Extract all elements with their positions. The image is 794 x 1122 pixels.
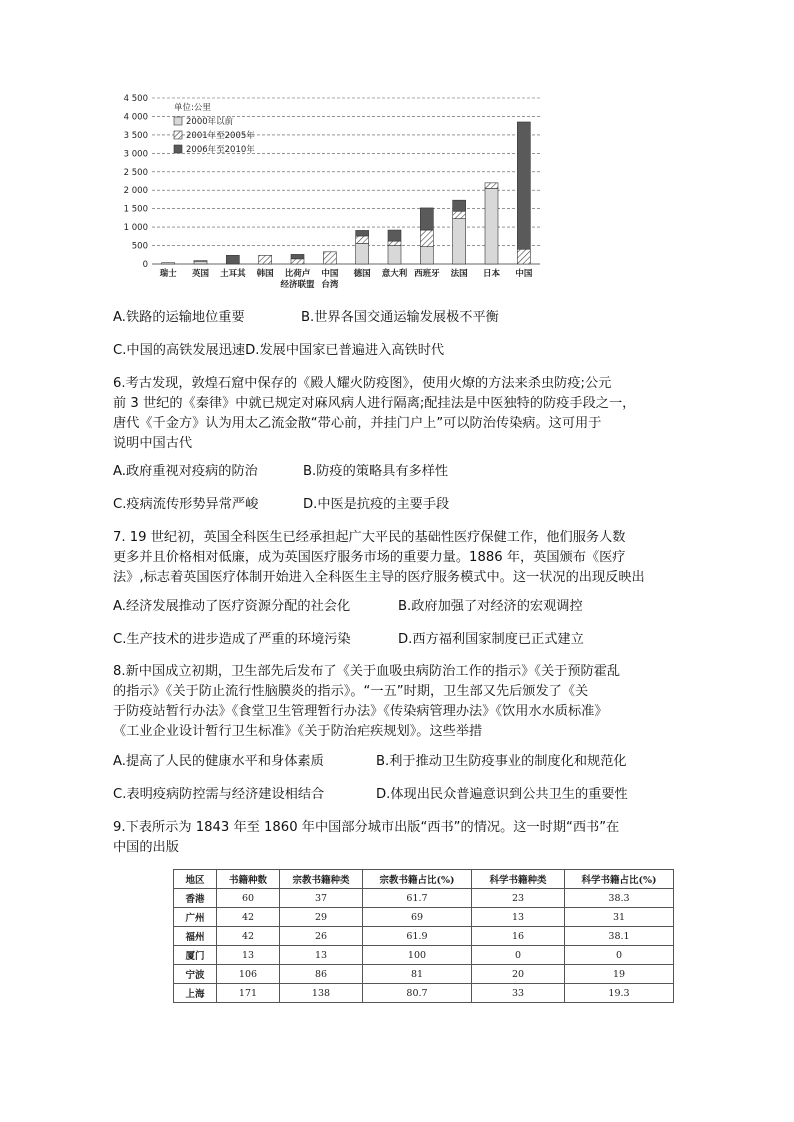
bar-segment [388, 230, 401, 241]
table-cell: 138 [280, 984, 363, 1003]
y-tick-label: 4 500 [123, 94, 148, 104]
legend-swatch-1 [174, 117, 182, 125]
legend-label-1: 2000年以前 [186, 117, 234, 127]
q6-option-c[interactable]: C.疫病流传形势异常严峻 [113, 497, 259, 512]
y-tick-label: 1 500 [123, 204, 148, 215]
table-cell: 80.7 [363, 984, 472, 1003]
y-tick-label: 0 [142, 260, 148, 270]
q7-stem-line1: 7. 19 世纪初，英国全科医生已经承担起广大平民的基础性医疗保健工作，他们服务人数 [113, 530, 626, 545]
bar-segment [485, 188, 498, 264]
x-tick-label: 英国 [191, 269, 210, 279]
chart-unit-label: 单位:公里 [174, 103, 211, 113]
bar-segment [453, 211, 466, 218]
q7-option-a[interactable]: A.经济发展推动了医疗资源分配的社会化 [113, 599, 351, 614]
q5-option-b[interactable]: B.世界各国交通运输发展极不平衡 [301, 310, 499, 325]
q6-option-a[interactable]: A.政府重视对疫病的防治 [113, 464, 258, 479]
table-cell: 0 [472, 946, 565, 965]
table-row [174, 946, 674, 965]
table-row [174, 889, 674, 908]
table-cell: 33 [472, 984, 565, 1003]
q6-option-d[interactable]: D.中医是抗疫的主要手段 [303, 497, 450, 512]
q8-stem-line2: 的指示》《关于防止流行性脑膜炎的指示》。“一五”时期，卫生部又先后颁发了《关 [113, 684, 589, 699]
q7-option-b[interactable]: B.政府加强了对经济的宏观调控 [398, 599, 583, 614]
table-cell: 13 [472, 908, 565, 927]
x-tick-label: 中国 [321, 269, 339, 279]
q7-stem-line3: 法》,标志着英国医疗体制开始进入全科医生主导的医疗服务模式中。这一状况的出现反映出 [113, 570, 645, 585]
bar-segment [388, 241, 401, 245]
table-cell: 100 [363, 946, 472, 965]
q8-options-row2 [113, 785, 628, 805]
bar-segment [517, 249, 530, 264]
railway-chart [110, 88, 550, 298]
q8-stem-line1: 8.新中国成立初期，卫生部先后发布了《关于血吸虫病防治工作的指示》《关于预防霍乱 [113, 664, 621, 679]
x-tick-label: 法国 [450, 269, 468, 279]
table-header-cell: 书籍种数 [217, 870, 280, 889]
x-tick-label: 日本 [482, 269, 501, 279]
bar-segment [356, 243, 369, 264]
bar-segment [388, 246, 401, 264]
x-tick-label: 比荷卢 [284, 269, 311, 279]
table-cell: 20 [472, 965, 565, 984]
y-tick-label: 4 000 [123, 112, 148, 123]
q8-option-b[interactable]: B.利于推动卫生防疫事业的制度化和规范化 [376, 754, 627, 769]
bar-segment [420, 247, 433, 264]
q8-option-c[interactable]: C.表明疫病防控需与经济建设相结合 [113, 787, 325, 802]
x-tick-label: 经济联盟 [280, 280, 315, 290]
q6-options-row2 [113, 495, 449, 515]
x-tick-label: 中国 [515, 269, 533, 279]
table-cell: 16 [472, 927, 565, 946]
q5-option-c[interactable]: C.中国的高铁发展迅速 [113, 343, 246, 358]
q8-option-a[interactable]: A.提高了人民的健康水平和身体素质 [113, 754, 324, 769]
table-cell: 厦门 [174, 946, 217, 965]
q5-options-row2 [113, 341, 444, 361]
table-cell: 19.3 [565, 984, 674, 1003]
table-cell: 37 [280, 889, 363, 908]
q8-option-d[interactable]: D.体现出民众普遍意识到公共卫生的重要性 [376, 787, 628, 802]
table-cell: 61.9 [363, 927, 472, 946]
table-cell: 上海 [174, 984, 217, 1003]
y-tick-label: 500 [131, 241, 148, 252]
table-cell: 38.1 [565, 927, 674, 946]
q6-options-row1 [113, 462, 448, 482]
table-cell: 106 [217, 965, 280, 984]
y-tick-label: 2 500 [123, 167, 148, 178]
bar-segment [291, 254, 304, 258]
q7-option-c[interactable]: C.生产技术的进步造成了严重的环境污染 [113, 632, 351, 647]
table-cell: 171 [217, 984, 280, 1003]
y-tick-label: 1 000 [123, 223, 148, 234]
table-header-cell: 宗教书籍种类 [280, 870, 363, 889]
table-cell: 86 [280, 965, 363, 984]
bar-segment [194, 260, 207, 261]
table-cell: 13 [280, 946, 363, 965]
table-row [174, 984, 674, 1003]
bar-segment [323, 252, 336, 264]
publication-table [173, 869, 674, 1003]
legend-label-3: 2006年至2010年 [186, 145, 255, 155]
q6-stem-line3: 唐代《千金方》认为用太乙流金散“带心前，并挂门户上”可以防治传染病。这可用于 [113, 416, 602, 431]
x-tick-label: 德国 [353, 269, 371, 279]
x-tick-label: 瑞士 [159, 269, 177, 279]
legend-swatch-3 [174, 145, 182, 153]
bar-segment [453, 219, 466, 264]
legend-label-2: 2001年至2005年 [186, 131, 255, 141]
q6-stem-line4: 说明中国古代 [113, 436, 193, 451]
q5-option-d[interactable]: D.发展中国家已普遍进入高铁时代 [245, 343, 445, 358]
bar-segment [291, 259, 304, 264]
table-cell: 42 [217, 908, 280, 927]
q8-stem-line3: 于防疫站暂行办法》《食堂卫生管理暂行办法》《传染病管理办法》《饮用水水质标准》 [113, 704, 608, 719]
table-header-cell: 科学书籍占比(%) [565, 870, 674, 889]
bar-segment [356, 236, 369, 243]
table-cell: 宁波 [174, 965, 217, 984]
table-header-cell: 地区 [174, 870, 217, 889]
q8-options-row1 [113, 752, 627, 772]
table-row [174, 927, 674, 946]
q9-stem-line2: 中国的出版 [113, 840, 179, 855]
bar-segment [194, 261, 207, 264]
table-cell: 29 [280, 908, 363, 927]
bar-segment [420, 230, 433, 247]
table-cell: 香港 [174, 889, 217, 908]
table-row [174, 908, 674, 927]
table-cell: 福州 [174, 927, 217, 946]
bar-segment [356, 230, 369, 236]
x-tick-label: 土耳其 [220, 269, 246, 279]
x-tick-label: 台湾 [321, 280, 339, 290]
q5-options-row1 [113, 308, 499, 328]
bar-segment [162, 263, 175, 264]
q5-option-a[interactable]: A.铁路的运输地位重要 [113, 310, 245, 325]
legend-swatch-2 [174, 131, 182, 139]
bar-segment [485, 183, 498, 189]
q9-stem-line1: 9.下表所示为 1843 年至 1860 年中国部分城市出版“西书”的情况。这一时期“西书”在 [113, 820, 620, 835]
q7-options-row1 [113, 597, 583, 617]
q7-stem-line2: 更多并且价格相对低廉，成为英国医疗服务市场的重要力量。1886 年，英国颁布《医疗 [113, 550, 626, 565]
table-row [174, 965, 674, 984]
table-cell: 61.7 [363, 889, 472, 908]
bar-segment [420, 208, 433, 230]
table-cell: 广州 [174, 908, 217, 927]
q6-stem-line1: 6.考古发现，敦煌石窟中保存的《殿人耀火防疫图》，使用火燎的方法来杀虫防疫;公元 [113, 376, 612, 391]
bar-segment [259, 255, 272, 264]
table-cell: 38.3 [565, 889, 674, 908]
table-cell: 0 [565, 946, 674, 965]
q7-options-row2 [113, 630, 584, 650]
table-cell: 13 [217, 946, 280, 965]
table-cell: 81 [363, 965, 472, 984]
x-tick-label: 韩国 [256, 269, 274, 279]
bar-segment [226, 255, 239, 264]
table-cell: 60 [217, 889, 280, 908]
table-cell: 23 [472, 889, 565, 908]
table-header-cell: 科学书籍种类 [472, 870, 565, 889]
table-header-row [174, 870, 674, 889]
q8-stem-line4: 《工业企业设计暂行卫生标准》《关于防治疟疾规划》。这些举措 [113, 724, 483, 739]
q6-stem-line2: 前 3 世纪的《秦律》中就已规定对麻风病人进行隔离;配挂法是中医独特的防疫手段之一， [113, 396, 636, 411]
bar-segment [517, 122, 530, 249]
bar-segment [453, 200, 466, 211]
q6-option-b[interactable]: B.防疫的策略具有多样性 [303, 464, 449, 479]
table-cell: 42 [217, 927, 280, 946]
x-tick-label: 意大利 [381, 269, 408, 279]
table-cell: 69 [363, 908, 472, 927]
y-tick-label: 2 000 [123, 186, 148, 197]
table-cell: 31 [565, 908, 674, 927]
table-header-cell: 宗教书籍占比(%) [363, 870, 472, 889]
q7-option-d[interactable]: D.西方福利国家制度已正式建立 [398, 632, 584, 647]
y-tick-label: 3 000 [123, 149, 148, 160]
table-cell: 26 [280, 927, 363, 946]
y-tick-label: 3 500 [123, 130, 148, 141]
table-cell: 19 [565, 965, 674, 984]
x-tick-label: 西班牙 [414, 269, 440, 279]
